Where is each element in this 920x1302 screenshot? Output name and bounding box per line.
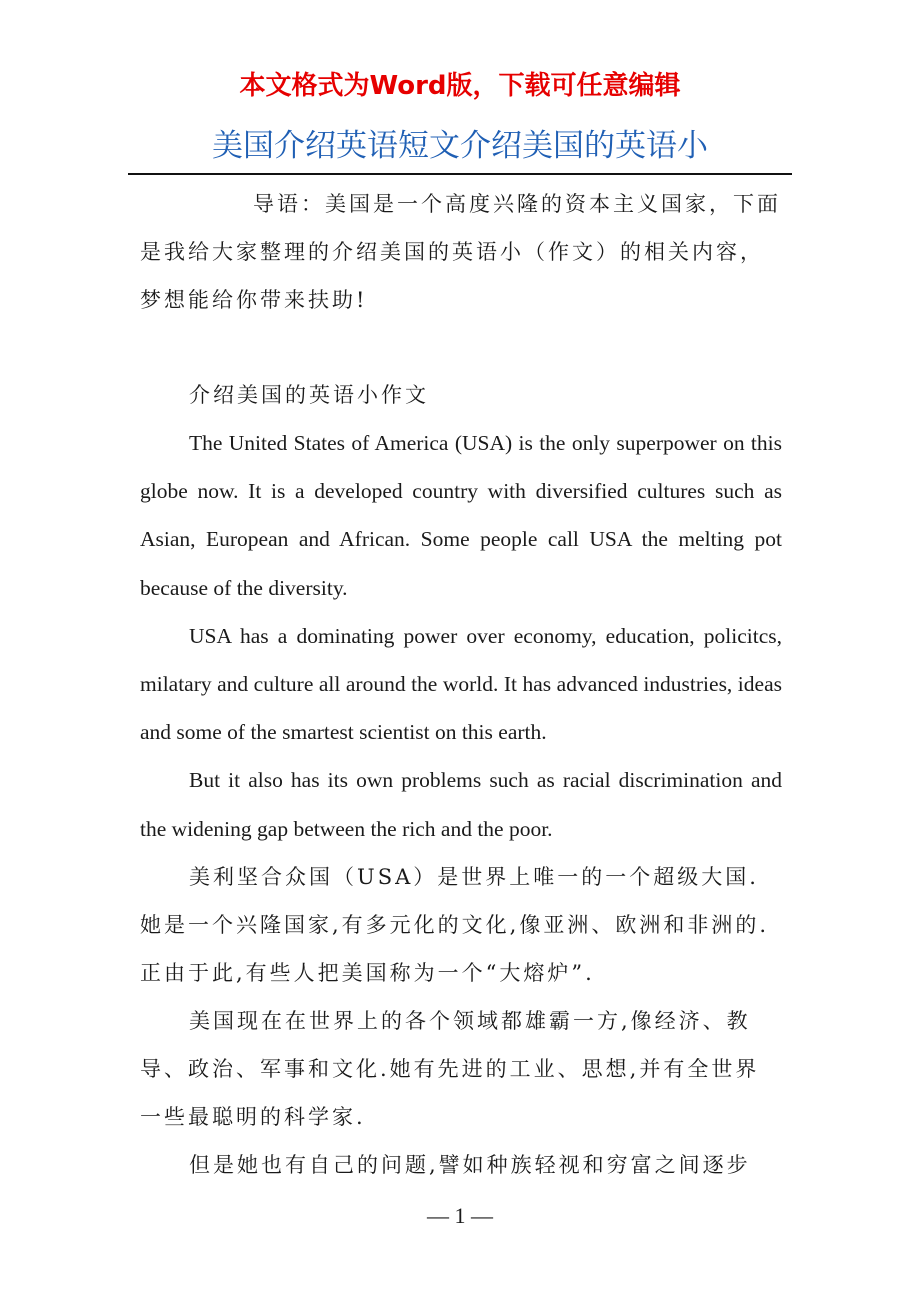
blank-line — [140, 324, 782, 371]
section-heading: 介绍美国的英语小作文 — [189, 383, 429, 407]
intro-paragraph: 导语：美国是一个高度兴隆的资本主义国家，下面是我给大家整理的介绍美国的英语小（作文）的相关内容，梦想能给你带来扶助! — [140, 192, 781, 312]
english-paragraph-3: But it also has its own problems such as racial discrimination and the widening gap between the rich and the poor. — [140, 768, 782, 841]
english-paragraph-2: USA has a dominating power over economy, education, policitcs, milatary and culture all around the world. It has advanced industries, ideas and some of the smartest scientist on this earth. — [140, 623, 782, 745]
chinese-paragraph-1: 美利坚合众国（USA）是世界上唯一的一个超级大国.她是一个兴隆国家,有多元化的文化,像亚洲、欧洲和非洲的.正由于此,有些人把美国称为一个“大熔炉”. — [140, 864, 770, 985]
page-number: — 1 — — [427, 1203, 493, 1228]
title-divider — [128, 173, 792, 175]
document-body — [140, 180, 782, 1189]
english-paragraph-1: The United States of America (USA) is the only superpower on this globe now. It is a developed country with diversified cultures such as Asian, European and African. Some people call USA the melting pot because of the diversity. — [140, 431, 782, 600]
download-banner: 本文格式为Word版，下载可任意编辑 — [239, 71, 681, 101]
chinese-paragraph-3: 但是她也有自己的问题,譬如种族轻视和穷富之间逐步 — [189, 1152, 751, 1177]
chinese-paragraph-2: 美国现在在世界上的各个领域都雄霸一方,像经济、教导、政治、军事和文化.她有先进的工业、思想,并有全世界一些最聪明的科学家. — [140, 1008, 760, 1129]
document-title: 美国介绍英语短文介绍美国的英语小 — [212, 128, 708, 164]
